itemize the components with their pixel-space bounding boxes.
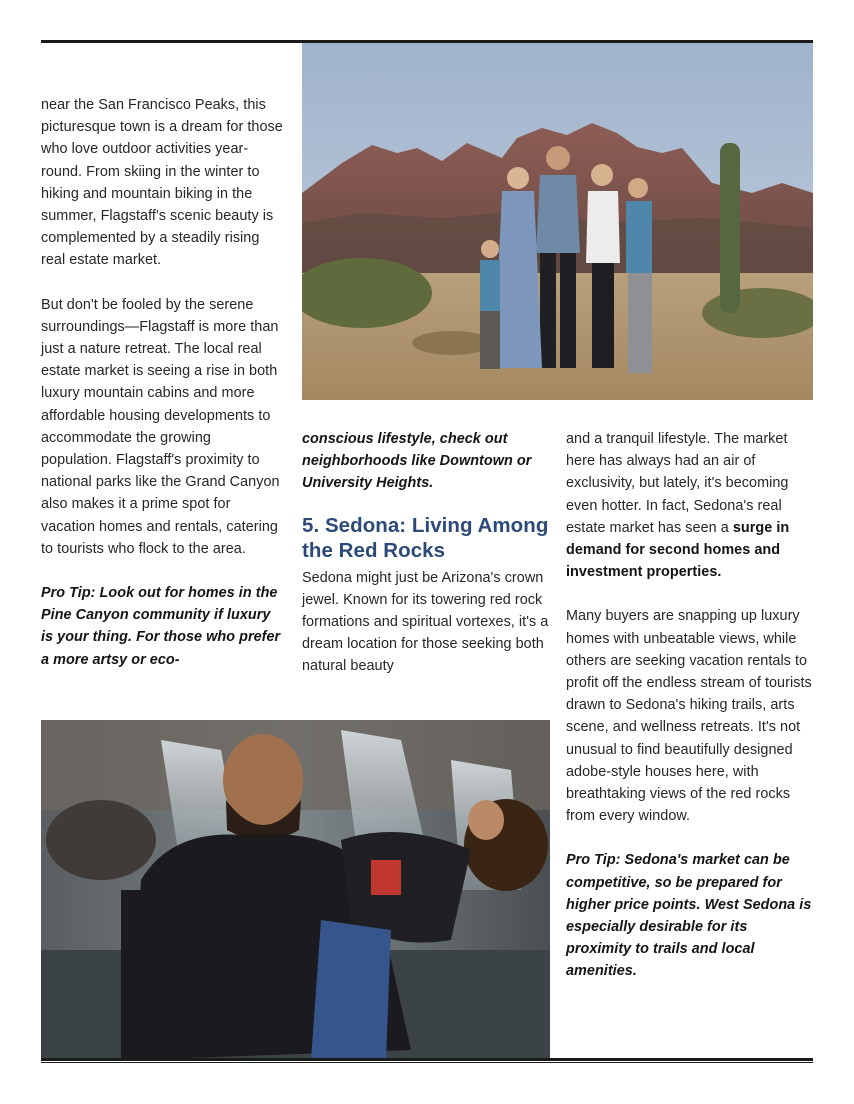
section-heading-sedona: 5. Sedona: Living Among the Red Rocks: [302, 513, 549, 562]
family-desert-photo: [302, 43, 813, 400]
paragraph-flagstaff-intro: near the San Francisco Peaks, this picturesque town is a dream for those who love outdoor activities year-round. From skiing in the winter to hiking and mountain biking in the summer, Flagstaff's scenic beauty is complemented by a steadily rising real estate market.: [41, 97, 283, 269]
pro-tip-sedona: Pro Tip: Sedona's market can be competitive, so be prepared for higher price points. West Sedona is especially desirable for its proximity to trails and local amenities.: [566, 852, 812, 980]
pro-tip-flagstaff-continued: conscious lifestyle, check out neighborhoods like Downtown or University Heights.: [302, 431, 532, 492]
text-column-3: [566, 428, 816, 1005]
paragraph-sedona-buyers: Many buyers are snapping up luxury homes with unbeatable views, while others are seeking vacation rentals to profit off the endless stream of tourists drawn to Sedona's hiking trails, arts scene, and wellness retreats. It's not unusual to find beautifully designed adobe-style houses here, with breathtaking views of the red rocks from every window.: [566, 608, 812, 825]
paragraph-sedona-market: [566, 428, 816, 583]
text-column-2: [302, 428, 550, 700]
highlight-surge-in-demand: surge in demand for second homes and investment properties.: [566, 519, 790, 581]
bottom-rule: [41, 1058, 813, 1061]
paragraph-sedona-intro: Sedona might just be Arizona's crown jewel. Known for its towering red rock formations and spiritual vortexes, it's a dream location for those seeking both natural beauty: [302, 569, 549, 675]
text-column-1: [41, 94, 285, 693]
father-child-photo: [41, 720, 550, 1060]
paragraph-flagstaff-market: But don't be fooled by the serene surroundings—Flagstaff is more than just a nature retreat. The local real estate market is seeing a rise in both luxury mountain cabins and more affordable housing developments to accommodate the growing population. Flagstaff's proximity to national parks like the Grand Canyon also makes it a prime spot for vacation homes and rentals, catering to tourists who flock to the area.: [41, 296, 280, 557]
pro-tip-flagstaff: Pro Tip: Look out for homes in the Pine Canyon community if luxury is your thing. For those who prefer a more artsy or eco-: [41, 585, 281, 668]
bottom-rule-thin: [41, 1062, 813, 1063]
paragraph-sedona-market-text: and a tranquil lifestyle. The market here has always had an air of exclusivity, but lately, it's becoming even hotter. In fact, Sedona's real estate market has seen a: [566, 431, 789, 536]
